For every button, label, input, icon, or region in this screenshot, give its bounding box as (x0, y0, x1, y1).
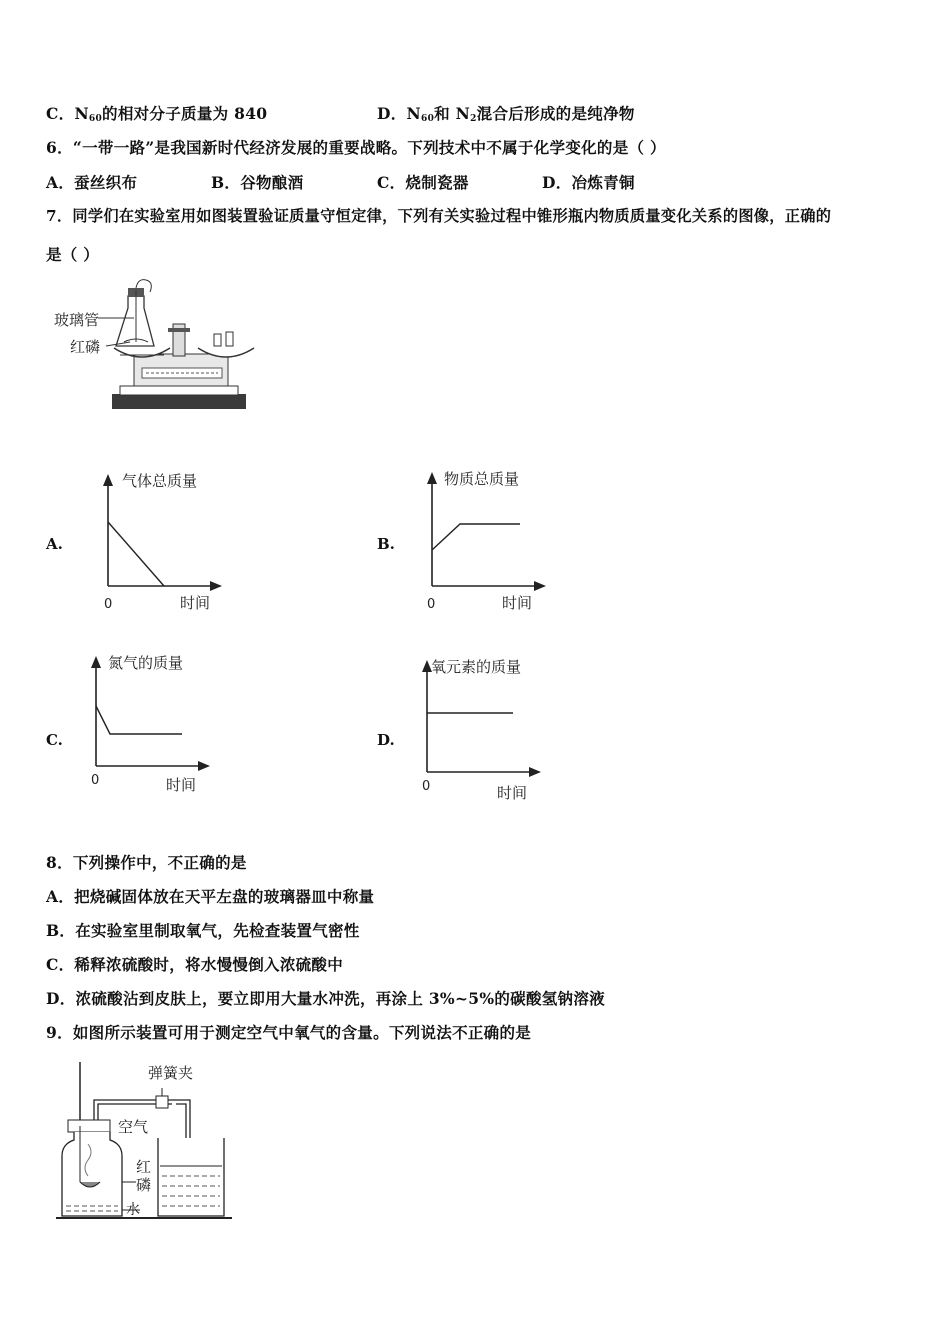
q6-option-c: C．烧制瓷器 (377, 173, 469, 192)
graph-d-origin: 0 (422, 779, 431, 794)
q5-option-c: C．$N_{60}$的相对分子质量为 840 (46, 104, 268, 124)
red-phosphorus-label-2: 磷 (136, 1176, 152, 1194)
q8-stem: 8．下列操作中，不正确的是 (46, 853, 247, 872)
graph-c-origin: 0 (91, 773, 100, 788)
red-phosphorus-label-1: 红 (136, 1158, 152, 1176)
air-label: 空气 (118, 1118, 149, 1136)
q5-option-d: D．$N_{60}$和 $N_2$混合后形成的是纯净物 (377, 104, 635, 124)
q6-option-d: D．冶炼青铜 (542, 173, 635, 192)
spring-clip-label: 弹簧夹 (148, 1064, 194, 1082)
q7-option-d-label: D. (377, 731, 395, 749)
graph-c-ylabel: 氮气的质量 (108, 654, 184, 672)
graph-c (84, 648, 224, 798)
graph-d-xlabel: 时间 (497, 784, 528, 802)
graph-a (96, 466, 236, 616)
graph-b-origin: 0 (427, 597, 436, 612)
graph-a-xlabel: 时间 (180, 594, 211, 612)
graph-c-line (96, 706, 182, 734)
q7-option-a-label: A. (46, 535, 63, 553)
graph-b-xlabel: 时间 (502, 594, 533, 612)
balance-apparatus-figure (50, 276, 255, 416)
q6-stem: 6．“一带一路”是我国新时代经济发展的重要战略。下列技术中不属于化学变化的是（ ） (46, 138, 666, 157)
graph-b-line (432, 524, 520, 550)
q6-option-b: B．谷物酿酒 (211, 173, 304, 192)
q8-option-b: B．在实验室里制取氧气，先检查装置气密性 (46, 921, 360, 940)
q9-stem: 9．如图所示装置可用于测定空气中氧气的含量。下列说法不正确的是 (46, 1023, 532, 1042)
oxygen-measurement-apparatus-figure (52, 1058, 242, 1228)
graph-d (415, 652, 555, 802)
graph-b-ylabel: 物质总质量 (444, 470, 520, 488)
q7-option-c-label: C. (46, 731, 63, 749)
graph-a-origin: 0 (104, 597, 113, 612)
water-label: 水 (126, 1202, 140, 1218)
q8-option-a: A．把烧碱固体放在天平左盘的玻璃器皿中称量 (46, 887, 375, 906)
graph-c-xlabel: 时间 (166, 776, 197, 794)
q7-stem-line2: 是（ ） (46, 245, 100, 264)
glass-tube-label: 玻璃管 (54, 311, 100, 329)
q7-stem-line1: 7．同学们在实验室用如图装置验证质量守恒定律，下列有关实验过程中锥形瓶内物质质量变化关系的图像，正确的 (46, 207, 832, 225)
graph-a-ylabel: 气体总质量 (122, 472, 198, 490)
graph-d-ylabel: 氧元素的质量 (431, 658, 522, 676)
q6-option-a: A．蚕丝织布 (46, 173, 138, 192)
graph-b (420, 464, 560, 614)
q8-option-c: C．稀释浓硫酸时，将水慢慢倒入浓硫酸中 (46, 955, 344, 974)
graph-a-line (108, 522, 164, 586)
q8-option-d: D．浓硫酸沾到皮肤上，要立即用大量水冲洗，再涂上 3%~5%的碳酸氢钠溶液 (46, 989, 605, 1008)
red-phosphorus-label: 红磷 (70, 338, 101, 356)
q7-option-b-label: B. (377, 535, 395, 553)
